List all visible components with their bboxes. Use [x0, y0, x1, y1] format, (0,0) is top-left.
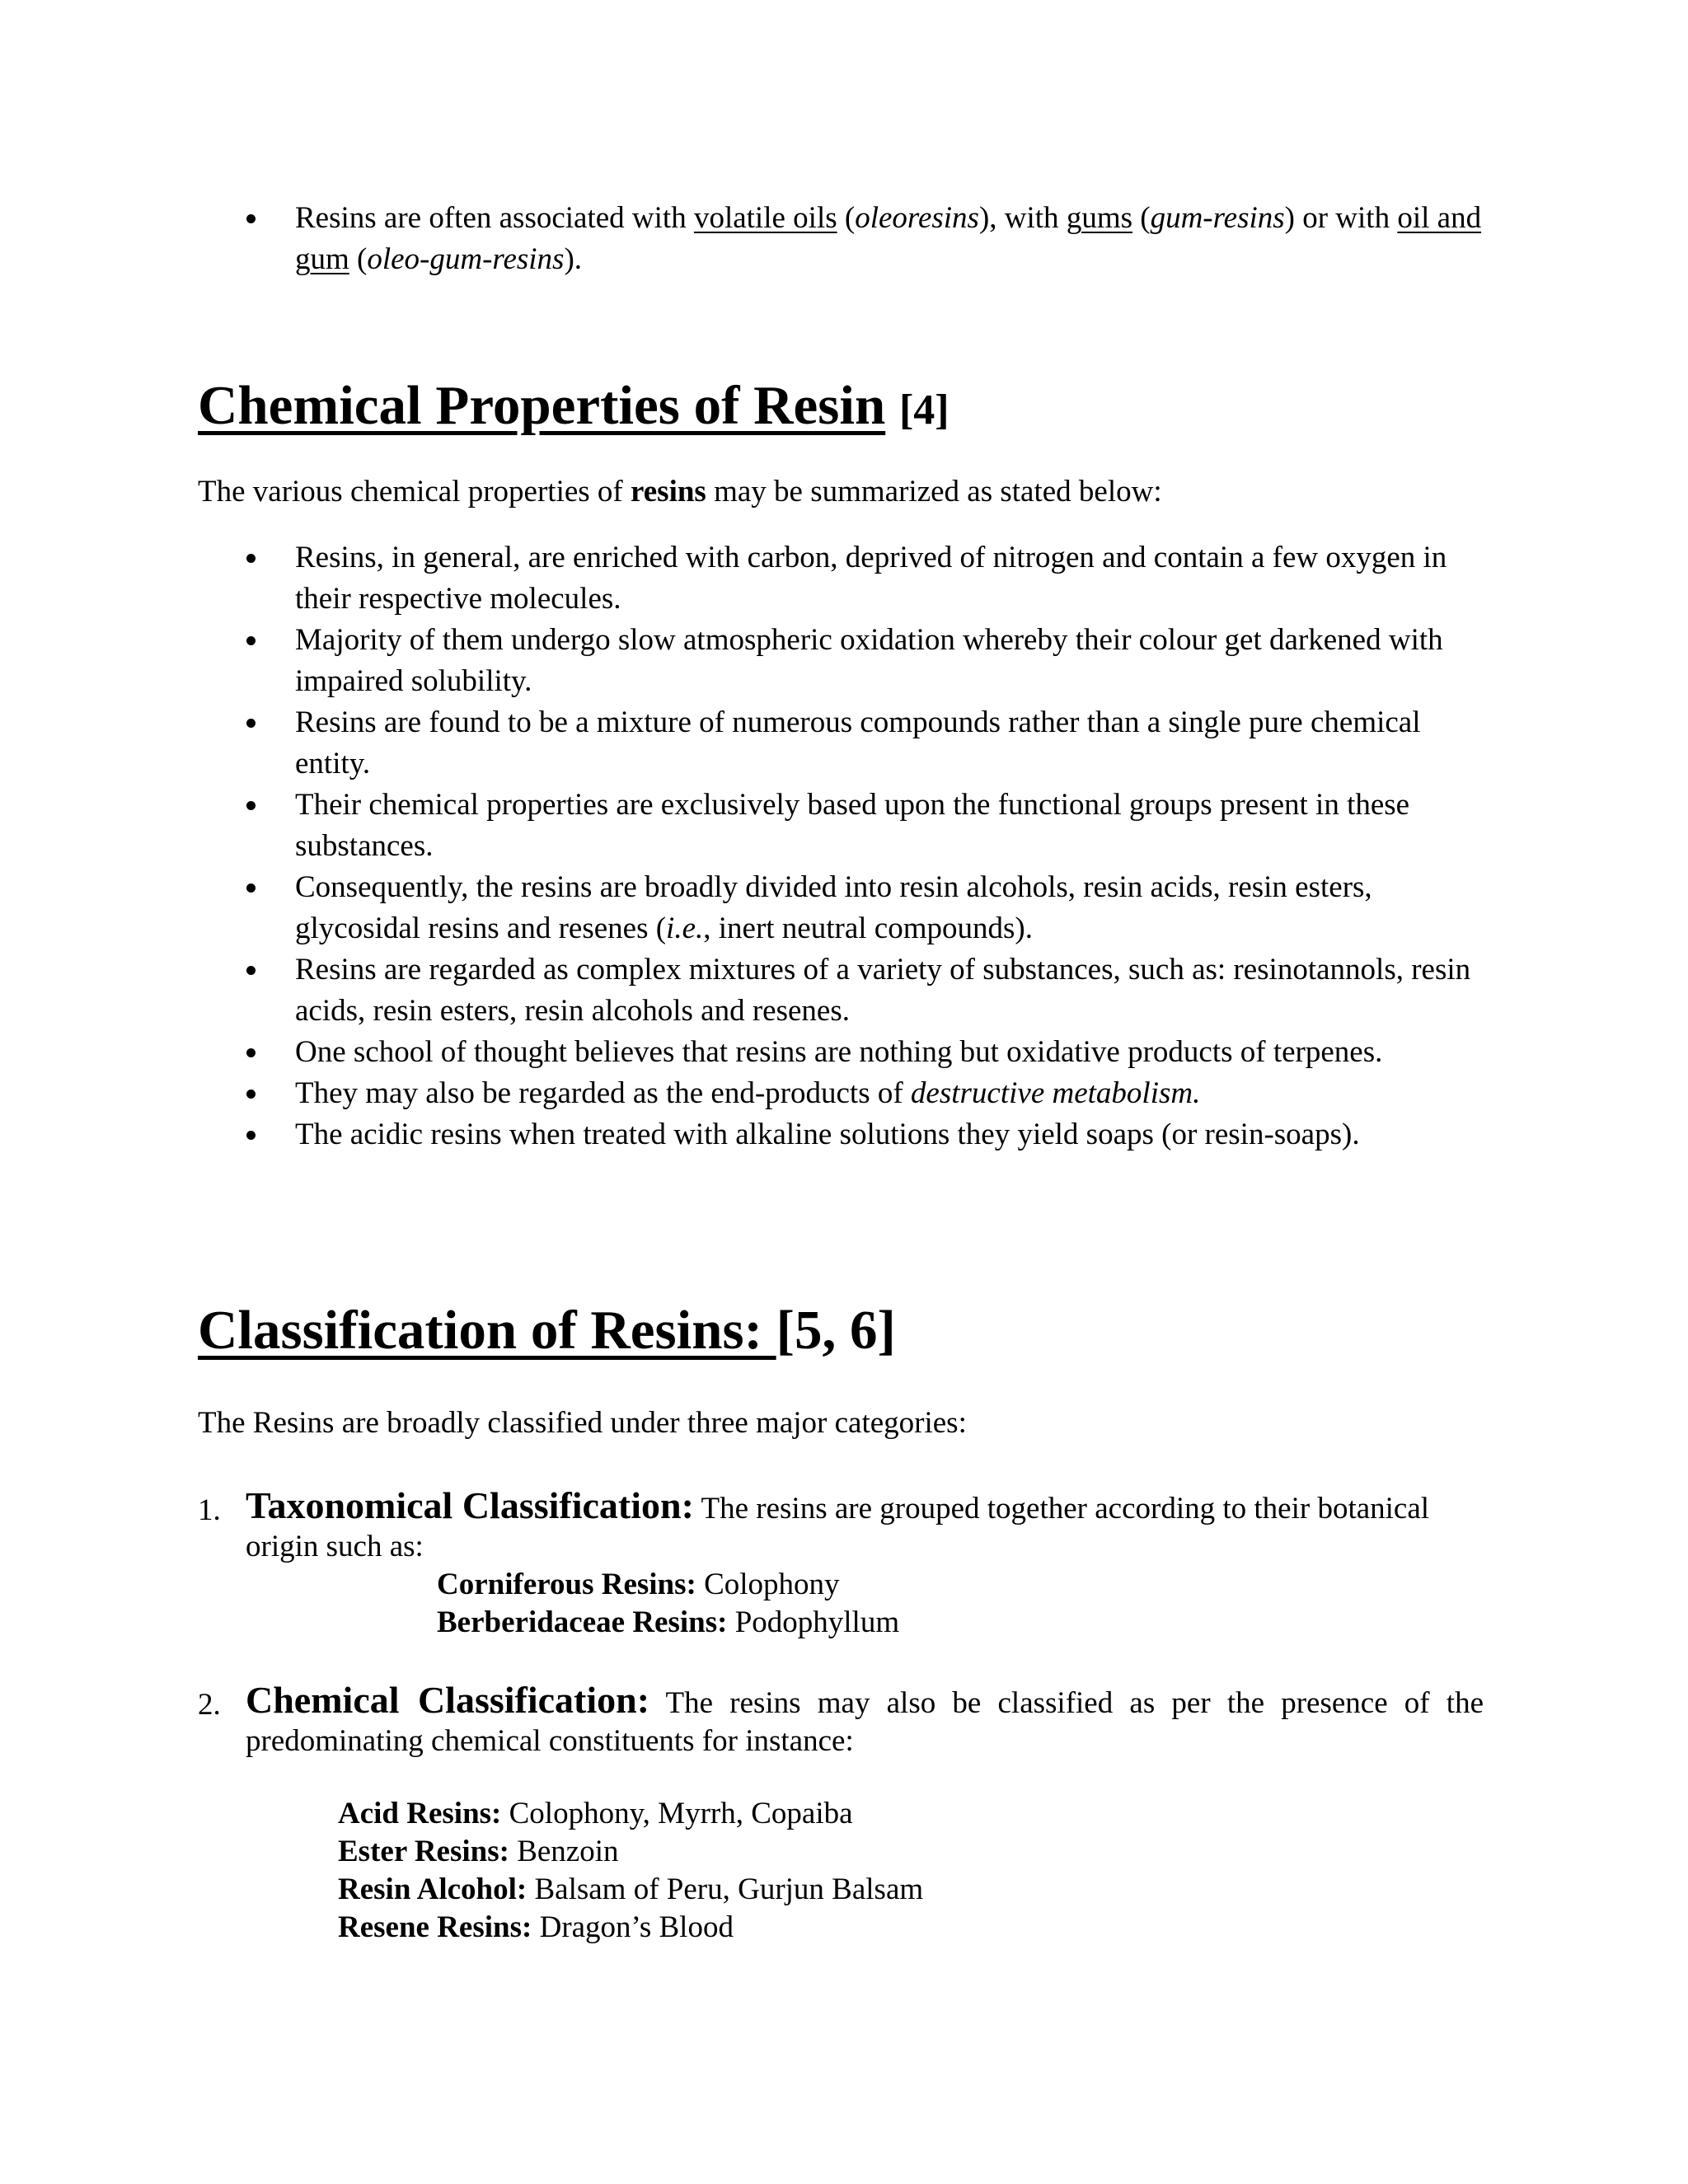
list-item: Majority of them undergo slow atmospheric oxidation whereby their colour get darkened with impaired solubility.: [198, 620, 1484, 702]
sub-item: Corniferous Resins: Colophony: [437, 1568, 840, 1601]
list-item: Resins, in general, are enriched with carbon, deprived of nitrogen and contain a few oxygen in their respective molecules.: [198, 537, 1484, 620]
heading-chemical-properties: Chemical Properties of Resin [4]: [198, 375, 950, 436]
sub-item: Ester Resins: Benzoin: [338, 1835, 619, 1868]
heading-classification: Classification of Resins: [5, 6]: [198, 1300, 896, 1361]
bullet-dot: [246, 966, 256, 975]
bullet-dot: [246, 1090, 256, 1099]
list-item: Resins are found to be a mixture of numerous compounds rather than a single pure chemical entity.: [198, 702, 1484, 785]
classification-item-taxonomical: [198, 1484, 1484, 1642]
link-gums: gums: [1066, 201, 1132, 235]
sub-item: Resene Resins: Dragon’s Blood: [338, 1910, 734, 1944]
item-content: Chemical Classification: The resins may also be classified as per the presence of the predominating chemical constituents for instance:: [246, 1679, 1484, 1758]
sub-item: Berberidaceae Resins: Podophyllum: [437, 1605, 900, 1639]
classification-intro-paragraph: The Resins are broadly classified under three major categories:: [198, 1406, 967, 1440]
list-item: Resins are regarded as complex mixtures of a variety of substances, such as: resinotannols, resin acids, resin esters, resin alcohols and resenes.: [198, 949, 1484, 1032]
item-number: 2.: [198, 1688, 221, 1722]
link-volatile-oils: volatile oils: [693, 201, 837, 235]
list-item: They may also be regarded as the end-products of destructive metabolism.: [198, 1073, 1484, 1114]
item-lead: Taxonomical Classification:: [246, 1484, 694, 1526]
intro-bullet-list: [198, 198, 1484, 280]
bullet-dot: [246, 636, 256, 645]
heading-reference: [4]: [898, 387, 950, 434]
link-oil-and-gum: oil and gum: [295, 201, 1482, 276]
chemical-properties-list: [198, 537, 1484, 1155]
bullet-dot: [246, 1131, 256, 1140]
bullet-dot: [246, 801, 256, 810]
sub-item: Acid Resins: Colophony, Myrrh, Copaiba: [338, 1797, 853, 1830]
classification-item-chemical: [198, 1681, 1484, 1947]
list-item: Their chemical properties are exclusively based upon the functional groups present in these substances.: [198, 785, 1484, 867]
list-item: Consequently, the resins are broadly divided into resin alcohols, resin acids, resin esters, glycosidal resins and resenes (i.e., inert neutral compounds).: [198, 867, 1484, 949]
bullet-dot: [246, 554, 256, 563]
heading-reference: [5, 6]: [776, 1300, 896, 1361]
item-content: Taxonomical Classification: The resins are grouped together according to their botanical origin such as:: [246, 1484, 1430, 1563]
bullet-dot: [246, 214, 256, 223]
item-lead: Chemical Classification:: [246, 1679, 650, 1721]
list-item: One school of thought believes that resins are nothing but oxidative products of terpenes.: [198, 1032, 1484, 1073]
bullet-dot: [246, 883, 256, 893]
bullet-dot: [246, 719, 256, 728]
item-number: 1.: [198, 1493, 221, 1527]
bullet-dot: [246, 1048, 256, 1057]
chemical-intro-paragraph: The various chemical properties of resins may be summarized as stated below:: [198, 475, 1162, 509]
intro-bullet: Resins are often associated with volatile oils (oleoresins), with gums (gum-resins) or with oil and gum (oleo-gum-resins).: [198, 198, 1484, 280]
sub-item: Resin Alcohol: Balsam of Peru, Gurjun Balsam: [338, 1872, 924, 1906]
list-item: The acidic resins when treated with alkaline solutions they yield soaps (or resin-soaps).: [198, 1114, 1484, 1155]
